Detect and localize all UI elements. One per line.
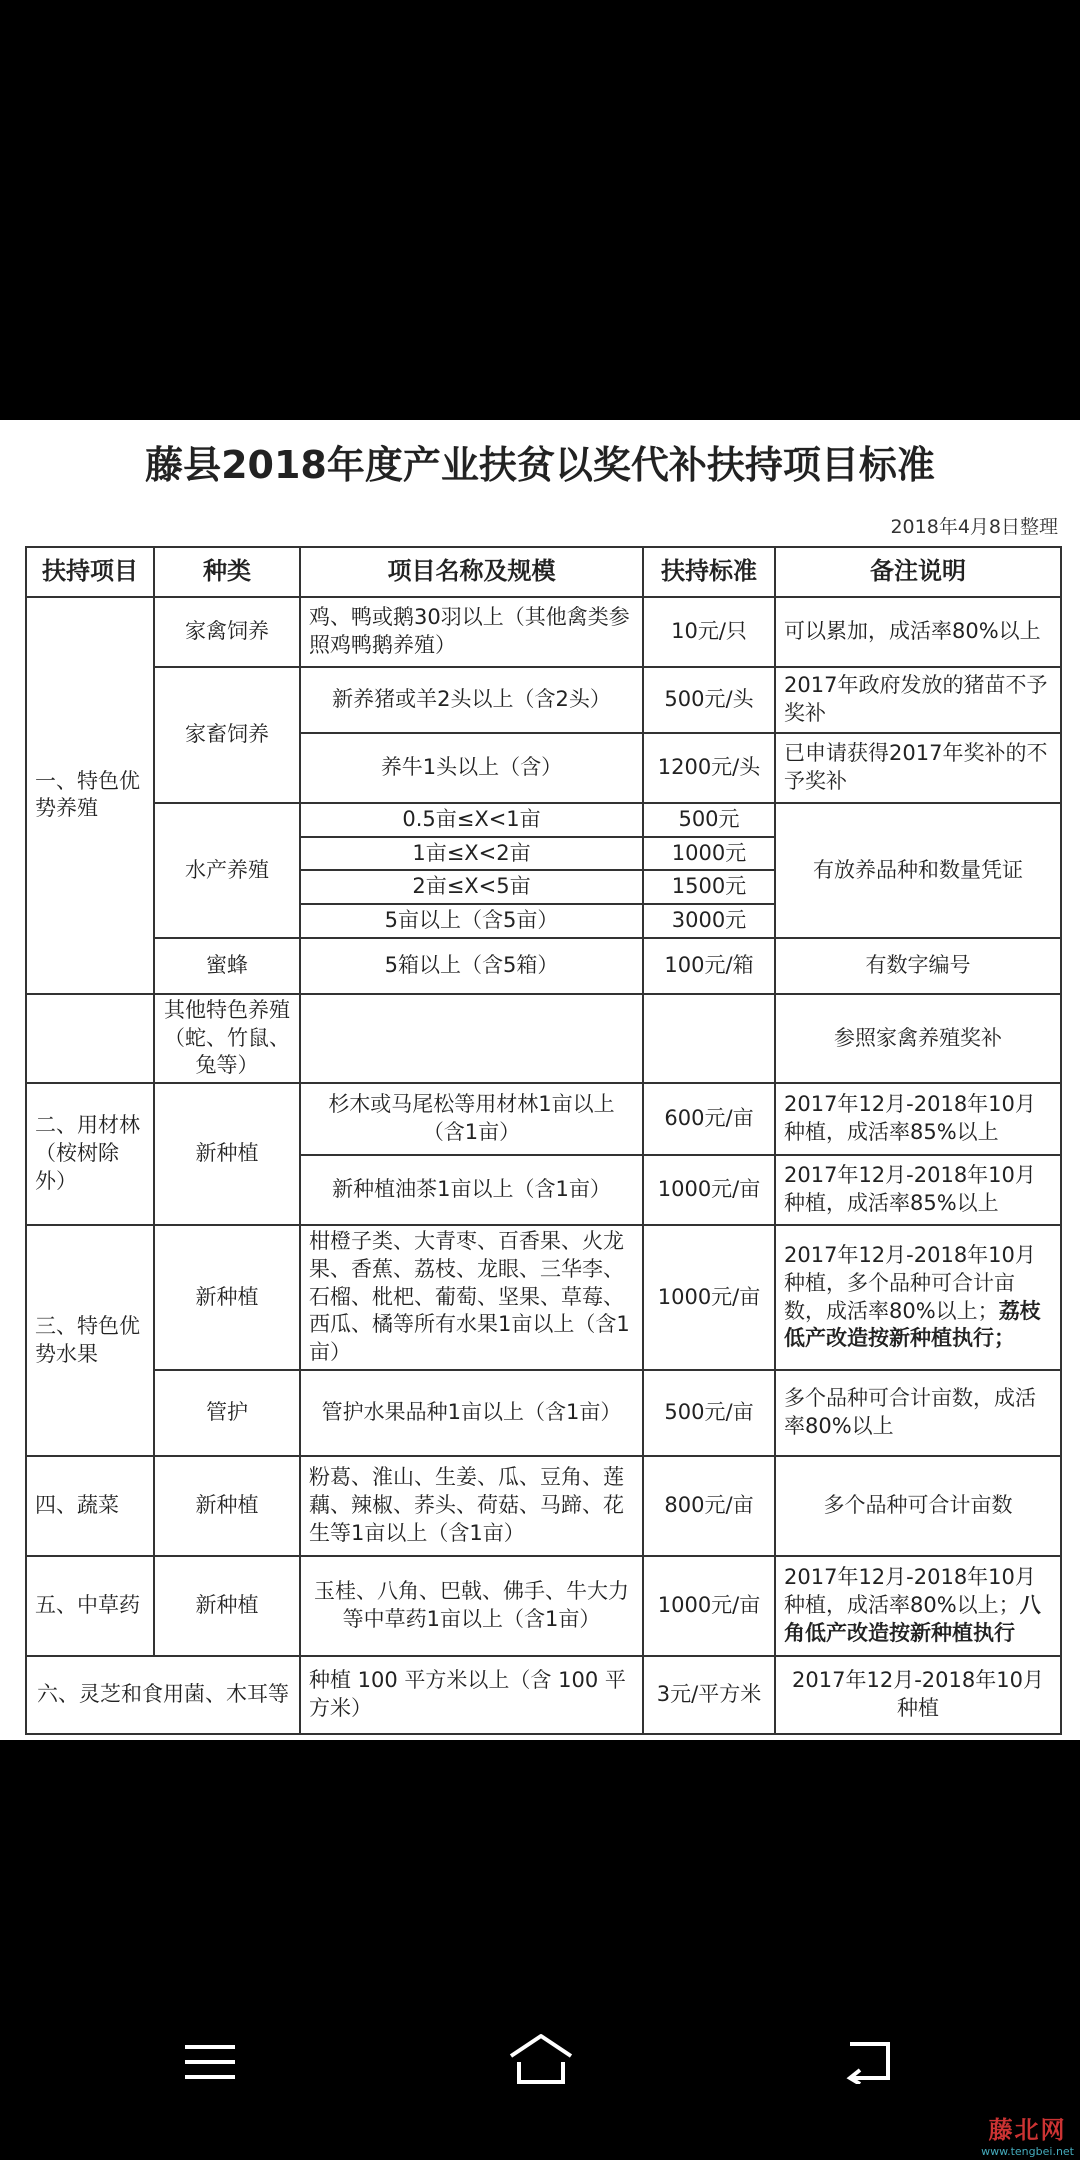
kind-cell: 新种植 [154,1083,300,1225]
project-cell: 0.5亩≤X<1亩 [300,803,643,837]
project-cell: 粉葛、淮山、生姜、瓜、豆角、莲藕、辣椒、荞头、荷菇、马蹄、花生等1亩以上（含1亩） [300,1456,643,1556]
table-row [26,938,1061,994]
category-cell: 三、特色优势水果 [26,1225,154,1456]
header-cell: 项目名称及规模 [300,547,643,597]
kind-cell: 其他特色养殖（蛇、竹鼠、兔等） [154,994,300,1083]
kind-cell: 水产养殖 [154,803,300,938]
note-cell: 参照家禽养殖奖补 [775,994,1061,1083]
watermark-name: 藤北网 [988,2115,1067,2144]
standard-cell: 3元/平方米 [643,1656,775,1734]
project-cell: 新种植油茶1亩以上（含1亩） [300,1155,643,1225]
note-cell: 多个品种可合计亩数 [775,1456,1061,1556]
note-cell: 2017年12月-2018年10月种植，成活率85%以上 [775,1155,1061,1225]
project-cell [300,994,643,1083]
document-title: 藤县2018年度产业扶贫以奖代补扶持项目标准 [145,443,935,487]
project-cell: 柑橙子类、大青枣、百香果、火龙果、香蕉、荔枝、龙眼、三华李、石榴、枇杷、葡萄、坚果、草莓、西瓜、橘等所有水果1亩以上（含1亩） [300,1225,643,1370]
project-cell: 杉木或马尾松等用材林1亩以上（含1亩） [300,1083,643,1155]
project-cell: 鸡、鸭或鹅30羽以上（其他禽类参照鸡鸭鹅养殖） [300,597,643,667]
kind-cell: 新种植 [154,1456,300,1556]
standard-cell: 1200元/头 [643,733,775,803]
project-cell: 新养猪或羊2头以上（含2头） [300,667,643,733]
note-cell: 可以累加，成活率80%以上 [775,597,1061,667]
table-row [26,1656,1061,1734]
project-cell: 5亩以上（含5亩） [300,904,643,938]
note-text: 2017年12月-2018年10月种植，多个品种可合计亩数，成活率80%以上； [784,1243,1036,1323]
note-cell: 多个品种可合计亩数，成活率80%以上 [775,1370,1061,1456]
note-cell: 有放养品种和数量凭证 [775,803,1061,938]
standard-cell: 600元/亩 [643,1083,775,1155]
home-icon[interactable] [505,2032,577,2090]
standard-cell: 3000元 [643,904,775,938]
standard-cell: 500元/亩 [643,1370,775,1456]
standard-cell: 800元/亩 [643,1456,775,1556]
kind-cell: 蜜蜂 [154,938,300,994]
standard-cell: 500元/头 [643,667,775,733]
kind-cell: 管护 [154,1370,300,1456]
project-cell: 玉桂、八角、巴戟、佛手、牛大力等中草药1亩以上（含1亩） [300,1556,643,1656]
note-cell [775,1225,1061,1370]
standard-cell: 1000元/亩 [643,1225,775,1370]
table-row [26,994,1061,1083]
table-row [26,1456,1061,1556]
standard-cell: 500元 [643,803,775,837]
category-cell: 二、用材林 （桉树除外） [26,1083,154,1225]
project-cell: 5箱以上（含5箱） [300,938,643,994]
kind-cell: 家禽饲养 [154,597,300,667]
category-cell: 四、蔬菜 [26,1456,154,1556]
note-cell: 2017年12月-2018年10月种植 [775,1656,1061,1734]
watermark-url: www.tengbei.net [981,2145,1074,2158]
standards-table [25,546,1062,1735]
table-row [26,667,1061,733]
note-cell: 2017年12月-2018年10月种植，成活率85%以上 [775,1083,1061,1155]
kind-cell: 家畜饲养 [154,667,300,803]
project-cell: 管护水果品种1亩以上（含1亩） [300,1370,643,1456]
note-text: 2017年12月-2018年10月种植，成活率80%以上； [784,1565,1036,1618]
kind-cell: 新种植 [154,1556,300,1656]
kind-cell: 新种植 [154,1225,300,1370]
document-date: 2018年4月8日整理 [890,516,1058,538]
standard-cell: 1000元 [643,837,775,871]
header-cell: 扶持项目 [26,547,154,597]
header-cell: 扶持标准 [643,547,775,597]
note-cell: 2017年政府发放的猪苗不予奖补 [775,667,1061,733]
header-cell: 种类 [154,547,300,597]
category-cell: 一、特色优势养殖 [26,597,154,994]
category-cell: 六、灵芝和食用菌、木耳等 [26,1656,300,1734]
note-bold-text: 八角低产改造按新种植执行 [784,1593,1041,1645]
project-cell: 2亩≤X<5亩 [300,870,643,904]
project-cell: 种植 100 平方米以上（含 100 平方米） [300,1656,643,1734]
table-row [26,1225,1061,1370]
note-cell [775,1556,1061,1656]
category-cell: 五、中草药 [26,1556,154,1656]
note-bold-text: 荔枝低产改造按新种植执行； [784,1298,1041,1351]
standard-cell [643,994,775,1083]
navigation-bar [0,1970,1080,2130]
table-row [26,1556,1061,1656]
table-row [26,1370,1061,1456]
table-header-row [26,547,1061,597]
note-cell: 有数字编号 [775,938,1061,994]
project-cell: 1亩≤X<2亩 [300,837,643,871]
table-row [26,803,1061,837]
header-cell: 备注说明 [775,547,1061,597]
standard-cell: 1000元/亩 [643,1155,775,1225]
standard-cell: 1500元 [643,870,775,904]
standard-cell: 1000元/亩 [643,1556,775,1656]
standard-cell: 100元/箱 [643,938,775,994]
table-row [26,597,1061,667]
document-image [0,420,1080,1740]
note-cell: 已申请获得2017年奖补的不予奖补 [775,733,1061,803]
watermark-logo [981,2110,1074,2158]
back-icon[interactable] [842,2038,898,2088]
menu-icon[interactable] [183,2042,237,2086]
project-cell: 养牛1头以上（含） [300,733,643,803]
table-row [26,1083,1061,1155]
standard-cell: 10元/只 [643,597,775,667]
